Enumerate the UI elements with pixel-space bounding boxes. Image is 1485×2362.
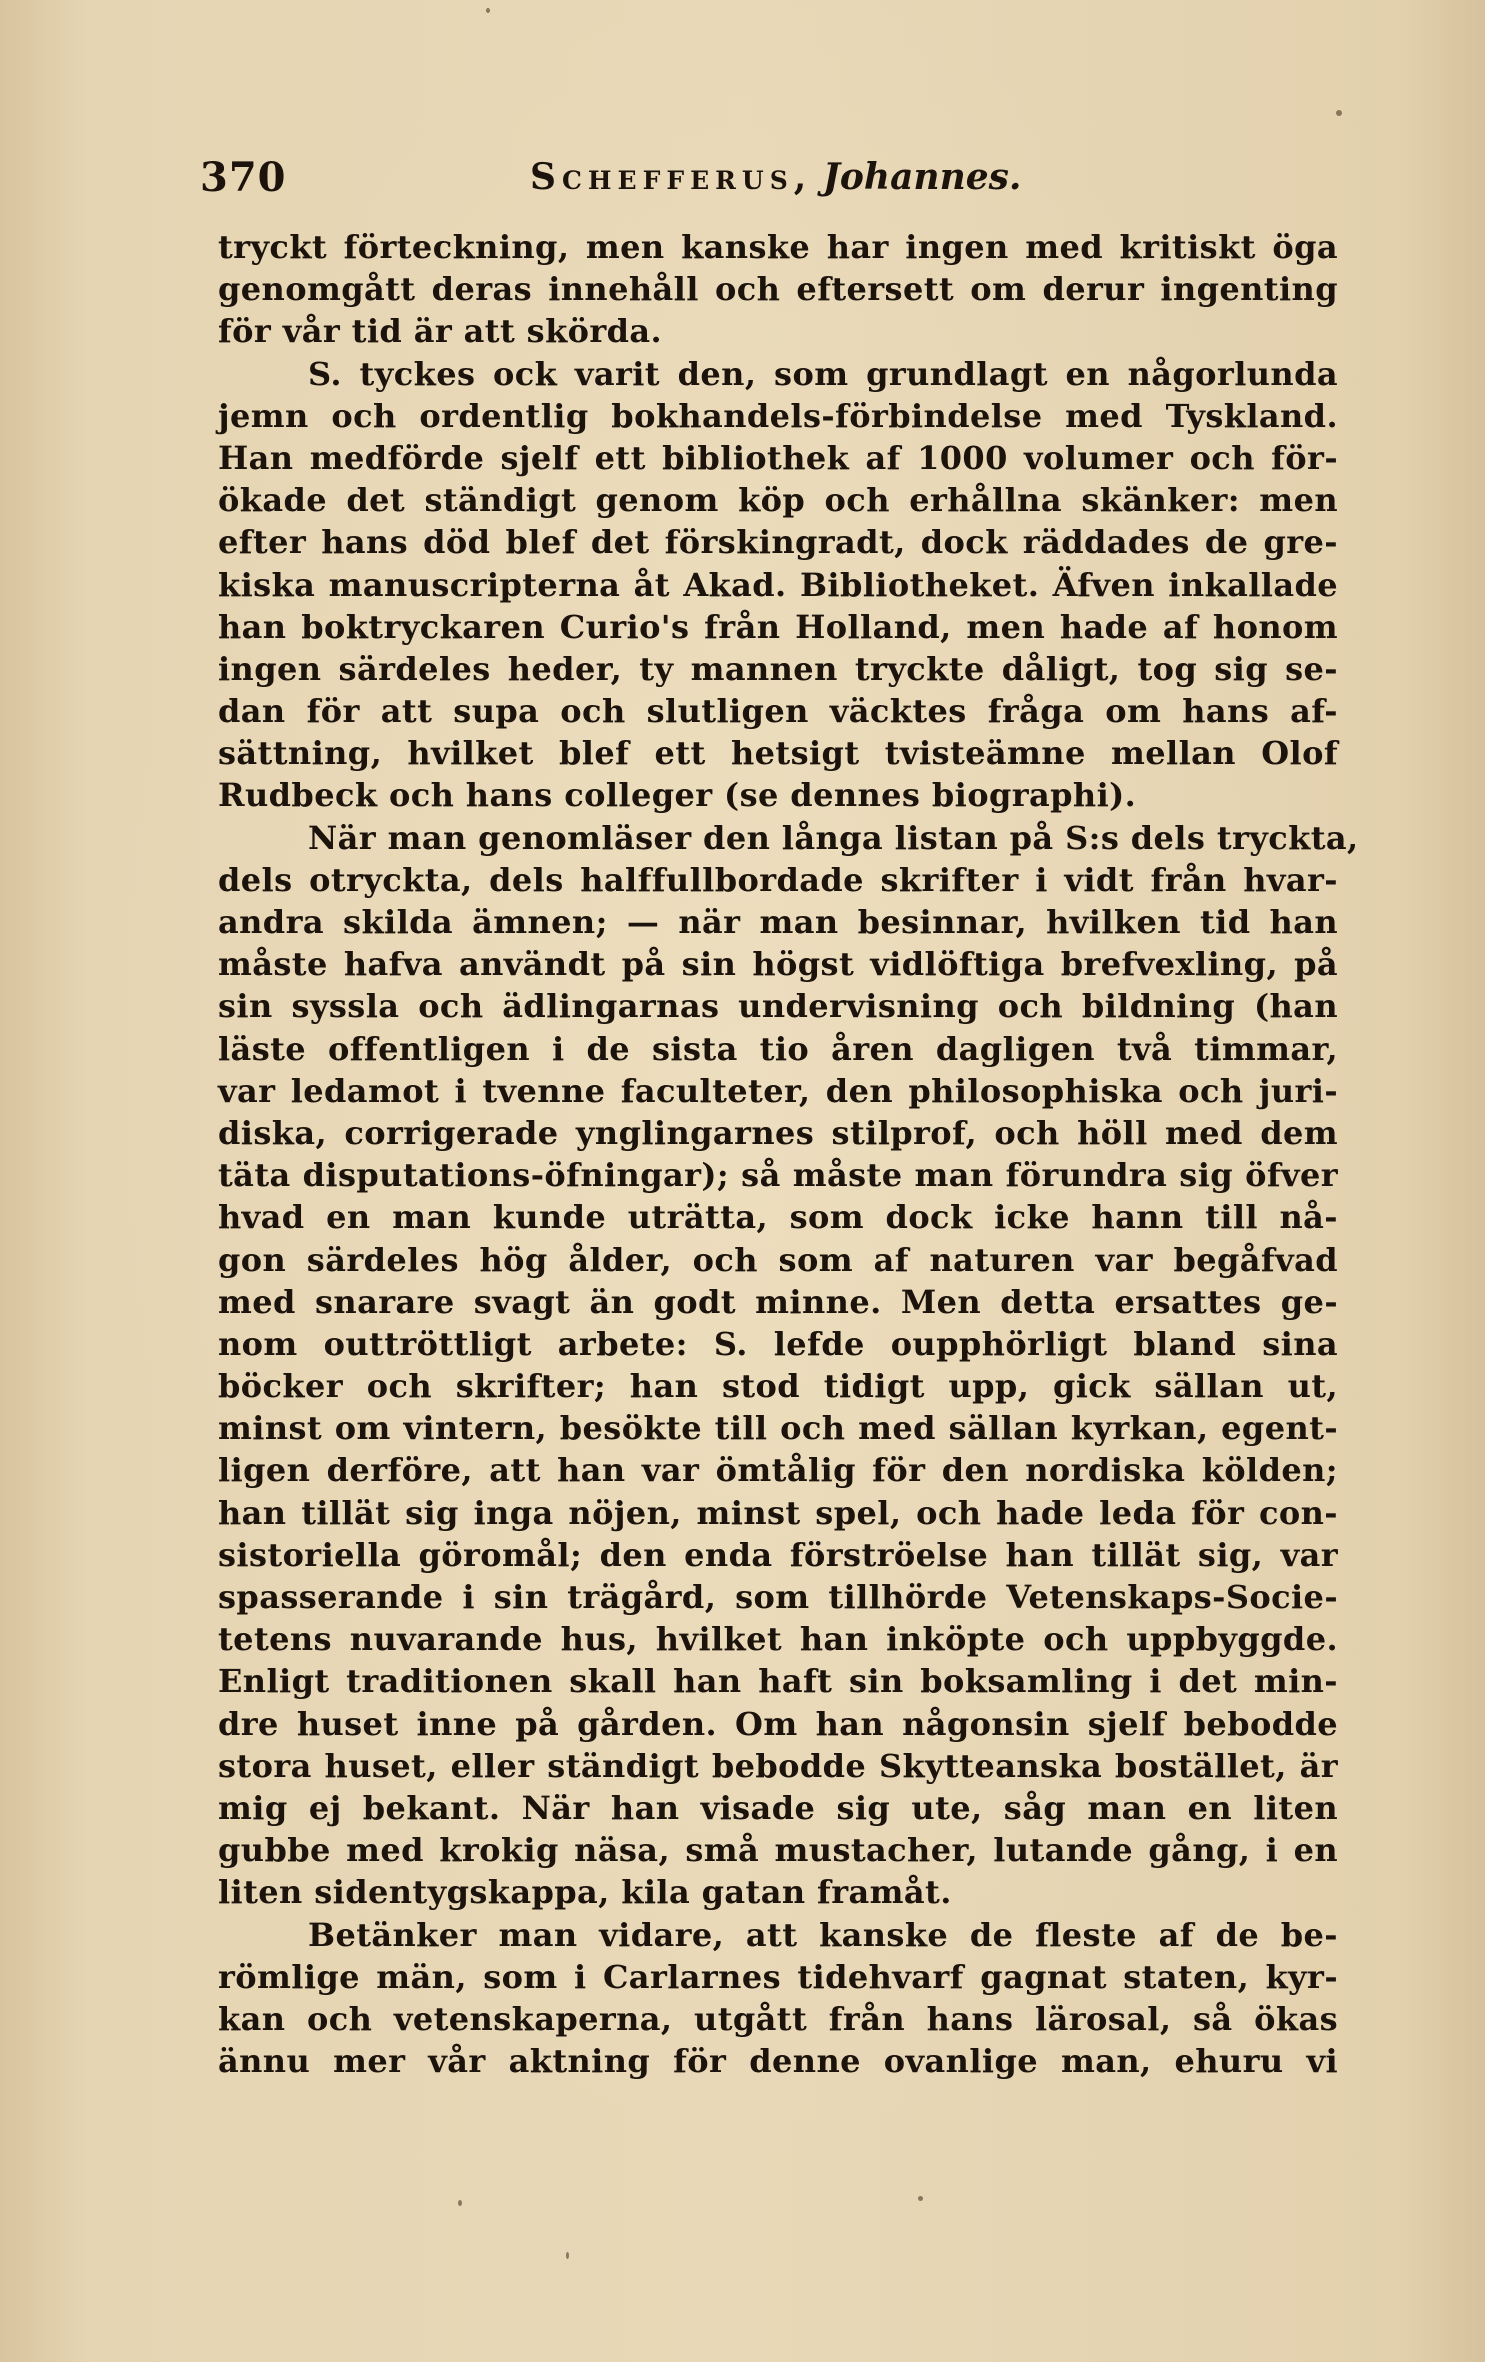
text-line: med snarare svagt än godt minne. Men detta ersattes ge- [218,1282,1338,1321]
ink-speck [486,8,490,13]
text-line: ökade det ständigt genom köp och erhållna skänker: men [218,481,1338,520]
paragraph-start-line: S. tyckes ock varit den, som grundlagt en någorlunda [308,354,1338,393]
ink-speck [566,2252,569,2259]
text-line: stora huset, eller ständigt bebodde Skytteanska bostället, är [218,1746,1338,1785]
text-line: var ledamot i tvenne faculteter, den philosophiska och juri- [218,1071,1338,1110]
text-line: han boktryckaren Curio's från Holland, men hade af honom [218,607,1338,646]
text-line: ligen derföre, att han var ömtålig för den nordiska kölden; [218,1451,1338,1490]
body-text [218,226,1359,2082]
text-line: andra skilda ämnen; — när man besinnar, hvilken tid han [218,903,1338,941]
text-line: han tillät sig inga nöjen, minst spel, och hade leda för con- [218,1493,1338,1532]
text-line: jemn och ordentlig bokhandels-förbindelse med Tyskland. [218,396,1338,435]
page-number: 370 [200,154,287,201]
text-line: Han medförde sjelf ett bibliothek af 1000 volumer och för- [218,438,1338,477]
paragraph-start-line: När man genomläser den långa listan på S:s dels tryckta, [308,818,1359,857]
text-line: tryckt förteckning, men kanske har ingen med kritiskt öga [218,228,1338,266]
text-line: dan för att supa och slutligen väcktes fråga om hans af- [218,692,1338,731]
ink-speck [458,2200,462,2206]
ink-speck [918,2196,923,2201]
text-line: hvad en man kunde uträtta, som dock icke hann till nå- [218,1198,1338,1237]
text-line: kiska manuscripterna åt Akad. Bibliotheket. Äfven inkallade [218,565,1338,604]
text-line: för vår tid är att skörda. [218,312,663,351]
running-head: Schefferus, Johannes. [530,156,1022,198]
text-line: böcker och skrifter; han stod tidigt upp, gick sällan ut, [218,1367,1338,1406]
paragraph-start-line: Betänker man vidare, att kanske de fleste af de be- [308,1915,1338,1954]
text-line: Enligt traditionen skall han haft sin boksamling i det min- [218,1662,1338,1701]
text-line: spasserande i sin trägård, som tillhörde Vetenskaps-Socie- [218,1578,1338,1616]
text-line: genomgått deras innehåll och eftersett om derur ingenting [218,270,1338,309]
ink-speck [1336,110,1342,116]
text-line: nom outtröttligt arbete: S. lefde oupphörligt bland sina [218,1324,1338,1363]
text-line: ännu mer vår aktning för denne ovanlige man, ehuru vi [218,2042,1338,2081]
text-line: dre huset inne på gården. Om han någonsin sjelf bebodde [218,1704,1338,1743]
text-line: kan och vetenskaperna, utgått från hans lärosal, så ökas [218,1999,1338,2038]
text-line: ingen särdeles heder, ty mannen tryckte dåligt, tog sig se- [218,649,1338,688]
text-line: römlige män, som i Carlarnes tidehvarf gagnat staten, kyr- [218,1957,1338,1996]
text-line: måste hafva användt på sin högst vidlöftiga brefvexling, på [218,945,1338,984]
text-line: liten sidentygskappa, kila gatan framåt. [218,1873,952,1912]
text-line: sin syssla och ädlingarnas undervisning och bildning (han [218,987,1338,1026]
text-line: dels otryckta, dels halffullbordade skrifter i vidt från hvar- [218,860,1338,899]
text-line: läste offentligen i de sista tio åren dagligen två timmar, [218,1029,1338,1068]
text-line: efter hans död blef det förskingradt, dock räddades de gre- [218,523,1338,562]
text-line: gubbe med krokig näsa, små mustacher, lutande gång, i en [218,1831,1338,1870]
text-line: diska, corrigerade ynglingarnes stilprof, och höll med dem [218,1113,1338,1152]
text-line: täta disputations-öfningar); så måste man förundra sig öfver [218,1156,1338,1195]
text-line: Rudbeck och hans colleger (se dennes biographi). [218,776,1137,815]
text-line: gon särdeles hög ålder, och som af naturen var begåfvad [218,1240,1338,1279]
running-head-given-name: Johannes. [822,156,1022,198]
text-line: sistoriella göromål; den enda förströelse han tillät sig, var [218,1535,1338,1574]
text-line: sättning, hvilket blef ett hetsigt tvisteämne mellan Olof [218,734,1338,773]
text-line: minst om vintern, besökte till och med sällan kyrkan, egent- [218,1409,1338,1448]
running-head-name: Schefferus [530,156,794,198]
text-line: tetens nuvarande hus, hvilket han inköpte och uppbyggde. [218,1620,1338,1659]
text-line: mig ej bekant. När han visade sig ute, såg man en liten [218,1788,1338,1827]
page-header [200,148,1340,208]
